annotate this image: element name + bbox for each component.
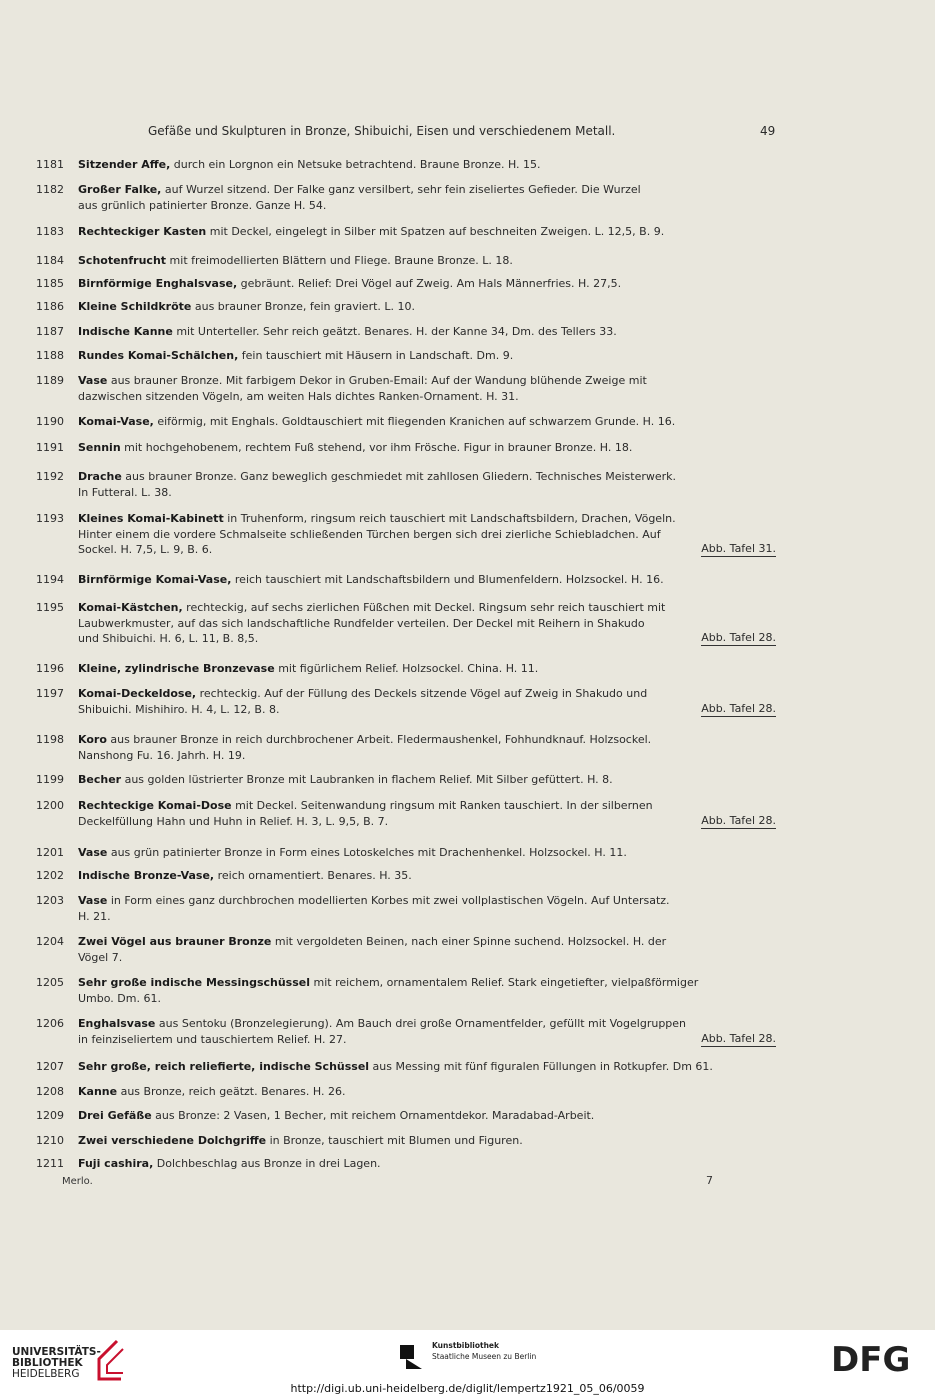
kunstbibliothek-label — [432, 1340, 536, 1362]
entry-number: 1191 — [36, 441, 64, 454]
entry-title: Rundes Komai-Schälchen, — [78, 349, 239, 362]
uni-line-2: BIBLIOTHEK — [12, 1357, 83, 1369]
entry-description: aus brauner Bronze, fein graviert. L. 10. — [191, 300, 416, 313]
entry-text — [78, 299, 776, 315]
entry-description: eiförmig, mit Enghals. Goldtauschiert mit fliegenden Kranichen auf schwarzem Grunde. H. 16. — [153, 415, 676, 428]
entry-text — [78, 511, 776, 558]
entry-line — [78, 1016, 776, 1032]
entry-number: 1196 — [36, 662, 64, 675]
entry-number: 1193 — [36, 512, 64, 525]
entry-description: fein tauschiert mit Häusern in Landschaft. Dm. 9. — [238, 349, 514, 362]
entry-text — [78, 798, 776, 829]
entry-line — [78, 934, 776, 950]
entry-text — [78, 600, 776, 647]
entry-line — [78, 348, 776, 364]
page-number: 49 — [760, 124, 776, 138]
entry-description: Dolchbeschlag aus Bronze in drei Lagen. — [153, 1157, 381, 1170]
plate-reference: Abb. Tafel 28. — [701, 631, 776, 644]
entry-text — [78, 1133, 776, 1149]
entry-text — [78, 276, 776, 292]
entry-line — [78, 299, 776, 315]
entry-title: Vase — [78, 374, 108, 387]
entry-line — [78, 600, 776, 616]
entry-description: Vögel 7. — [78, 950, 123, 964]
entry-title: Komai-Vase, — [78, 415, 154, 428]
entry-title: Indische Bronze-Vase, — [78, 869, 215, 882]
entry-line — [78, 414, 776, 430]
kb-line-2: Staatliche Museen zu Berlin — [432, 1352, 537, 1361]
entry-text — [78, 157, 776, 173]
dfg-logo: DFG — [831, 1340, 911, 1380]
entry-description: rechteckig. Auf der Füllung des Deckels sitzende Vögel auf Zweig in Shakudo und — [196, 687, 648, 700]
kb-line-1: Kunstbibliothek — [432, 1341, 500, 1350]
entry-description: Umbo. Dm. 61. — [78, 991, 161, 1005]
entry-text — [78, 440, 776, 456]
entry-number: 1192 — [36, 470, 64, 483]
entry-title: Enghalsvase — [78, 1017, 156, 1030]
entry-description: in feinziseliertem und tauschiertem Relief. H. 27. — [78, 1032, 347, 1046]
entry-description: mit vergoldeten Beinen, nach einer Spinne suchend. Holzsockel. H. der — [271, 935, 667, 948]
plate-reference: Abb. Tafel 28. — [701, 813, 776, 827]
entry-line — [78, 542, 776, 558]
entry-title: Sehr große, reich reliefierte, indische Schüssel — [78, 1060, 370, 1073]
entry-description: und Shibuichi. H. 6, L. 11, B. 8,5. — [78, 632, 259, 645]
entry-number: 1200 — [36, 799, 64, 812]
university-library-label — [12, 1347, 101, 1380]
entry-description: mit hochgehobenem, rechtem Fuß stehend, vor ihm Frösche. Figur in brauner Bronze. H. 18. — [120, 441, 633, 454]
entry-text — [78, 893, 776, 924]
entry-description: in Truhenform, ringsum reich tauschiert mit Landschaftsbildern, Drachen, Vögeln. — [223, 512, 676, 525]
entry-line — [78, 991, 776, 1007]
entry-text — [78, 845, 776, 861]
entry-line — [78, 814, 776, 830]
entry-line — [78, 1108, 776, 1124]
entry-title: Becher — [78, 773, 122, 786]
entry-description: H. 21. — [78, 909, 111, 923]
entry-title: Kleine, zylindrische Bronzevase — [78, 662, 275, 675]
entry-title: Kleines Komai-Kabinett — [78, 512, 224, 525]
entry-number: 1208 — [36, 1085, 64, 1098]
entry-title: Drei Gefäße — [78, 1109, 152, 1122]
entry-description: reich tauschiert mit Landschaftsbildern und Blumenfeldern. Holzsockel. H. 16. — [231, 573, 664, 586]
entry-description: In Futteral. L. 38. — [78, 485, 172, 499]
footer-signature: Merlo. — [62, 1176, 93, 1187]
entry-line — [78, 1059, 776, 1075]
entry-description: auf Wurzel sitzend. Der Falke ganz versilbert, sehr fein ziseliertes Gefieder. Die Wurzel — [161, 183, 641, 196]
entry-line — [78, 975, 776, 991]
entry-line — [78, 893, 776, 909]
entry-number: 1201 — [36, 846, 64, 859]
entry-number: 1189 — [36, 374, 64, 387]
entry-number: 1209 — [36, 1109, 64, 1122]
entry-description: aus Bronze: 2 Vasen, 1 Becher, mit reichem Ornamentdekor. Maradabad-Arbeit. — [151, 1109, 595, 1122]
entry-title: Rechteckiger Kasten — [78, 225, 207, 238]
entry-description: aus grün patinierter Bronze in Form eines Lotoskelches mit Drachenhenkel. Holzsockel. H. 11. — [107, 846, 627, 859]
plate-reference: Abb. Tafel 28. — [701, 1031, 776, 1045]
entry-line — [78, 1133, 776, 1149]
uni-line-1: UNIVERSITÄTS- — [12, 1346, 101, 1358]
entry-line — [78, 469, 776, 485]
entry-line — [78, 1032, 776, 1048]
entry-number: 1183 — [36, 225, 64, 238]
entry-description: aus Sentoku (Bronzelegierung). Am Bauch drei große Ornamentfelder, gefüllt mit Vogelgruppen — [155, 1017, 687, 1030]
entry-text — [78, 1156, 776, 1172]
entry-number: 1187 — [36, 325, 64, 338]
entry-number: 1181 — [36, 158, 64, 171]
entry-description: dazwischen sitzenden Vögeln, am weiten Hals dichtes Ranken-Ornament. H. 31. — [78, 389, 519, 403]
plate-reference: Abb. Tafel 28. — [701, 701, 776, 715]
entry-number: 1205 — [36, 976, 64, 989]
entry-number: 1210 — [36, 1134, 64, 1147]
entry-line — [78, 909, 776, 925]
entry-number: 1188 — [36, 349, 64, 362]
entry-description: Hinter einem die vordere Schmalseite schließenden Türchen bergen sich drei zierliche Schiebladchen. Auf — [78, 527, 661, 541]
entry-text — [78, 572, 776, 588]
entry-number: 1184 — [36, 254, 64, 267]
entry-description: gebräunt. Relief: Drei Vögel auf Zweig. Am Hals Männerfries. H. 27,5. — [237, 277, 622, 290]
entry-text — [78, 661, 776, 677]
entry-line — [78, 868, 776, 884]
entry-line — [78, 511, 776, 527]
entry-line — [78, 276, 776, 292]
entry-title: Drache — [78, 470, 122, 483]
entry-line — [78, 772, 776, 788]
entry-title: Sennin — [78, 441, 121, 454]
entry-line — [78, 224, 776, 240]
entry-number: 1207 — [36, 1060, 64, 1073]
entry-title: Birnförmige Enghalsvase, — [78, 277, 238, 290]
entry-description: aus golden lüstrierter Bronze mit Laubranken in flachem Relief. Mit Silber gefüttert. H. 8. — [121, 773, 613, 786]
entry-title: Kleine Schildkröte — [78, 300, 192, 313]
entry-number: 1198 — [36, 733, 64, 746]
entry-text — [78, 253, 776, 269]
entry-number: 1190 — [36, 415, 64, 428]
entry-number: 1203 — [36, 894, 64, 907]
entry-title: Sehr große indische Messingschüssel — [78, 976, 310, 989]
entry-text — [78, 324, 776, 340]
entry-description: aus Messing mit fünf figuralen Füllungen in Rotkupfer. Dm 61. — [369, 1060, 713, 1073]
entry-title: Vase — [78, 846, 108, 859]
entry-title: Schotenfrucht — [78, 254, 167, 267]
entry-text — [78, 469, 776, 500]
entry-description: mit Unterteller. Sehr reich geätzt. Benares. H. der Kanne 34, Dm. des Tellers 33. — [172, 325, 617, 338]
entry-description: Shibuichi. Mishihiro. H. 4, L. 12, B. 8. — [78, 702, 280, 716]
entry-line — [78, 732, 776, 748]
entry-description: aus brauner Bronze. Mit farbigem Dekor in Gruben-Email: Auf der Wandung blühende Zweige mit — [107, 374, 647, 387]
entry-number: 1194 — [36, 573, 64, 586]
entry-description: mit Deckel, eingelegt in Silber mit Spatzen auf beschneiten Zweigen. L. 12,5, B. 9. — [206, 225, 665, 238]
kunstbibliothek-logo-icon — [400, 1345, 424, 1369]
entry-description: durch ein Lorgnon ein Netsuke betrachtend. Braune Bronze. H. 15. — [170, 158, 541, 171]
entry-title: Komai-Kästchen, — [78, 601, 183, 614]
entry-line — [78, 373, 776, 389]
entry-line — [78, 616, 776, 632]
entry-title: Sitzender Affe, — [78, 158, 171, 171]
entry-title: Rechteckige Komai-Dose — [78, 799, 232, 812]
footer-sheet-number: 7 — [706, 1174, 713, 1187]
entry-number: 1182 — [36, 183, 64, 196]
entry-number: 1185 — [36, 277, 64, 290]
entry-number: 1199 — [36, 773, 64, 786]
entry-description: aus brauner Bronze in reich durchbrochener Arbeit. Fledermaushenkel, Fohhundknauf. Holzsockel. — [106, 733, 652, 746]
entry-text — [78, 1059, 776, 1075]
entry-text — [78, 1016, 776, 1047]
entry-description: mit freimodellierten Blättern und Fliege. Braune Bronze. L. 18. — [166, 254, 513, 267]
entry-title: Kanne — [78, 1085, 118, 1098]
entry-number: 1204 — [36, 935, 64, 948]
entry-description: aus Bronze, reich geätzt. Benares. H. 26. — [117, 1085, 346, 1098]
entry-title: Zwei Vögel aus brauner Bronze — [78, 935, 272, 948]
entry-title: Indische Kanne — [78, 325, 173, 338]
entry-line — [78, 798, 776, 814]
entry-number: 1202 — [36, 869, 64, 882]
entry-title: Vase — [78, 894, 108, 907]
entry-line — [78, 572, 776, 588]
entry-line — [78, 253, 776, 269]
entry-title: Zwei verschiedene Dolchgriffe — [78, 1134, 267, 1147]
entry-line — [78, 702, 776, 718]
entry-line — [78, 485, 776, 501]
entry-text — [78, 934, 776, 965]
entry-line — [78, 845, 776, 861]
entry-description: mit reichem, ornamentalem Relief. Stark eingetiefter, vielpaßförmiger — [310, 976, 699, 989]
entry-number: 1197 — [36, 687, 64, 700]
entry-title: Komai-Deckeldose, — [78, 687, 197, 700]
entry-line — [78, 389, 776, 405]
entry-line — [78, 157, 776, 173]
entry-description: reich ornamentiert. Benares. H. 35. — [214, 869, 412, 882]
entry-number: 1195 — [36, 601, 64, 614]
entry-line — [78, 182, 776, 198]
entry-text — [78, 732, 776, 763]
entry-text — [78, 772, 776, 788]
entry-number: 1186 — [36, 300, 64, 313]
entry-text — [78, 373, 776, 404]
entry-line — [78, 661, 776, 677]
entry-text — [78, 868, 776, 884]
entry-line — [78, 198, 776, 214]
entry-line — [78, 1156, 776, 1172]
entry-description: rechteckig, auf sechs zierlichen Füßchen mit Deckel. Ringsum sehr reich tauschiert mit — [182, 601, 666, 614]
entry-line — [78, 686, 776, 702]
entry-text — [78, 1084, 776, 1100]
entry-description: in Form eines ganz durchbrochen modellierten Korbes mit zwei vollplastischen Vögeln. Auf Untersatz. — [107, 894, 670, 907]
entry-description: in Bronze, tauschiert mit Blumen und Figuren. — [266, 1134, 523, 1147]
entry-text — [78, 414, 776, 430]
entry-text — [78, 182, 776, 213]
entry-line — [78, 527, 776, 543]
entry-number: 1211 — [36, 1157, 64, 1170]
entry-description: aus grünlich patinierter Bronze. Ganze H. 54. — [78, 198, 327, 212]
heidelberg-logo-icon — [93, 1339, 127, 1383]
entry-text — [78, 348, 776, 364]
entry-description: mit Deckel. Seitenwandung ringsum mit Ranken tauschiert. In der silbernen — [231, 799, 653, 812]
entry-description: Sockel. H. 7,5, L. 9, B. 6. — [78, 543, 213, 556]
entry-description: mit figürlichem Relief. Holzsockel. China. H. 11. — [274, 662, 539, 675]
entry-line — [78, 748, 776, 764]
entry-line — [78, 1084, 776, 1100]
entry-text — [78, 975, 776, 1006]
page-url[interactable]: http://digi.ub.uni-heidelberg.de/diglit/lempertz1921_05_06/0059 — [290, 1382, 645, 1395]
entry-line — [78, 950, 776, 966]
entry-text — [78, 1108, 776, 1124]
entry-text — [78, 686, 776, 717]
entry-description: Nanshong Fu. 16. Jahrh. H. 19. — [78, 748, 246, 762]
entry-title: Fuji cashira, — [78, 1157, 154, 1170]
entry-line — [78, 440, 776, 456]
entry-title: Großer Falke, — [78, 183, 162, 196]
entry-title: Birnförmige Komai-Vase, — [78, 573, 232, 586]
entry-title: Koro — [78, 733, 107, 746]
entry-line — [78, 631, 776, 647]
entry-line — [78, 324, 776, 340]
entry-text — [78, 224, 776, 240]
entry-description: aus brauner Bronze. Ganz beweglich geschmiedet mit zahllosen Gliedern. Technisches Meisterwerk. — [121, 470, 677, 483]
running-title: Gefäße und Skulpturen in Bronze, Shibuichi, Eisen und verschiedenem Metall. — [148, 124, 616, 138]
entry-description: Laubwerkmuster, auf das sich landschaftliche Rundfelder verteilen. Der Deckel mit Reihern in Shakudo — [78, 616, 645, 630]
plate-reference: Abb. Tafel 31. — [701, 542, 776, 555]
uni-line-3: HEIDELBERG — [12, 1368, 80, 1380]
entry-number: 1206 — [36, 1017, 64, 1030]
entry-description: Deckelfüllung Hahn und Huhn in Relief. H. 3, L. 9,5, B. 7. — [78, 814, 389, 828]
